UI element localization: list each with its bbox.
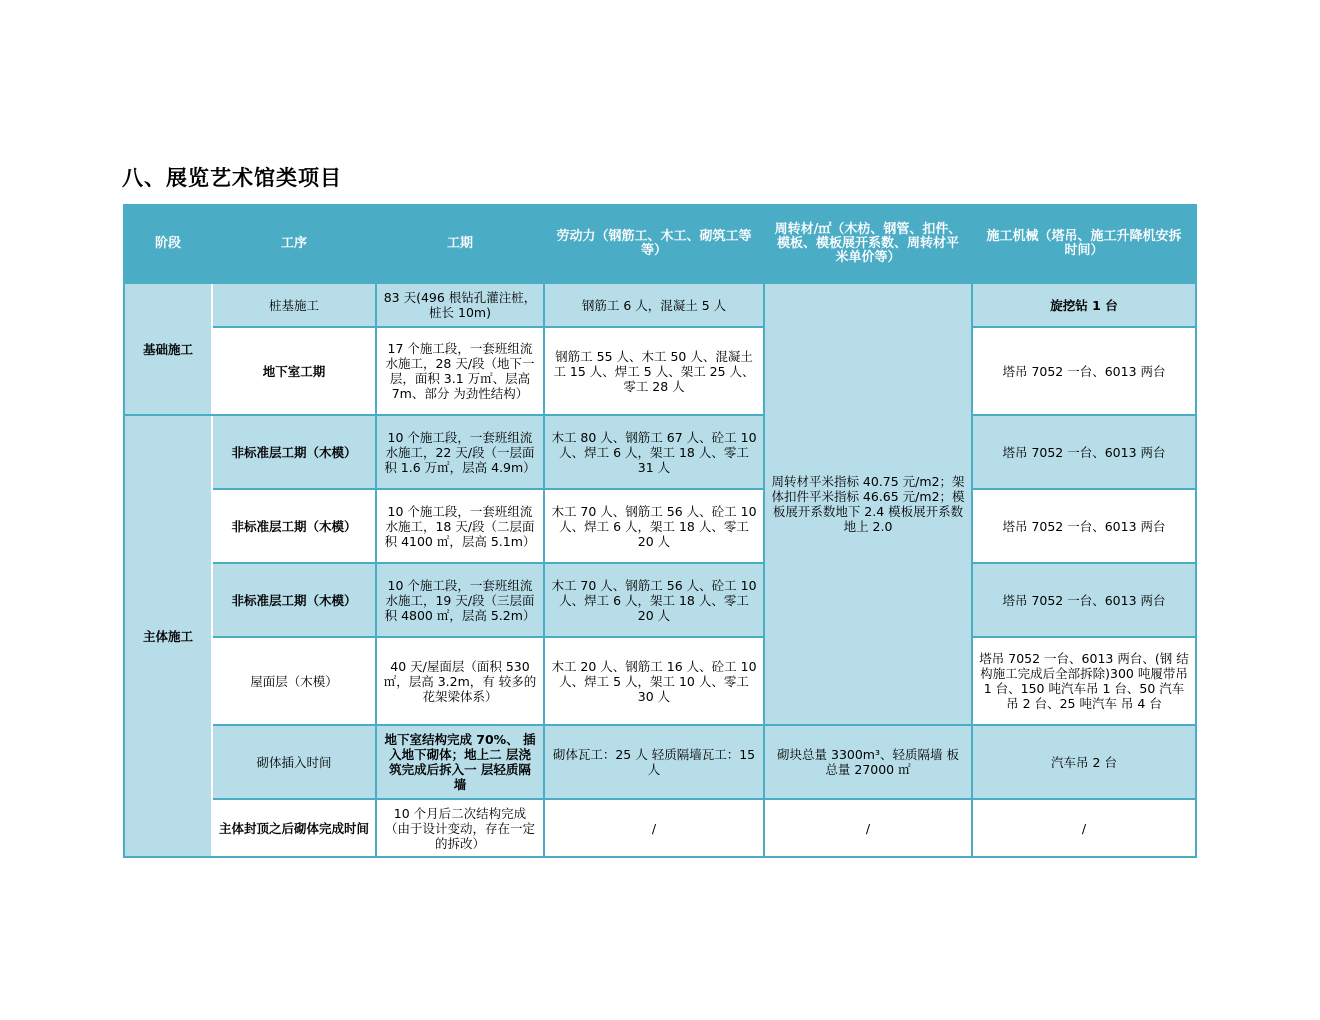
cell-duration: 10 个施工段，一套班组流水施工，19 天/段（三层面积 4800 ㎡，层高 5.2m） xyxy=(376,563,544,637)
cell-labor: 木工 70 人、钢筋工 56 人、砼工 10 人、焊工 6 人，架工 18 人、零工 20 人 xyxy=(544,563,764,637)
cell-duration: 10 个施工段，一套班组流水施工，22 天/段（一层面积 1.6 万㎡，层高 4.9m） xyxy=(376,415,544,489)
cell-duration: 40 天/屋面层（面积 530 ㎡，层高 3.2m，有 较多的花架梁体系） xyxy=(376,637,544,725)
cell-machinery: 塔吊 7052 一台、6013 两台 xyxy=(972,563,1196,637)
header-machinery: 施工机械（塔吊、施工升降机安拆时间） xyxy=(972,205,1196,283)
header-material: 周转材/㎡（木枋、钢管、扣件、模板、模板展开系数、周转材平米单价等） xyxy=(764,205,972,283)
cell-labor: / xyxy=(544,799,764,857)
table-row xyxy=(124,725,1196,799)
cell-duration: 地下室结构完成 70%、 插入地下砌体；地上二 层浇筑完成后拆入一 层轻质隔墙 xyxy=(376,725,544,799)
cell-material: / xyxy=(764,799,972,857)
cell-labor: 钢筋工 6 人，混凝土 5 人 xyxy=(544,283,764,327)
table-row xyxy=(124,563,1196,637)
cell-machinery: 塔吊 7052 一台、6013 两台 xyxy=(972,327,1196,415)
cell-duration: 83 天(496 根钻孔灌注桩，桩长 10m) xyxy=(376,283,544,327)
cell-material-merged: 周转材平米指标 40.75 元/m2；架体扣件平米指标 46.65 元/m2；模板展开系数地下 2.4 模板展开系数地上 2.0 xyxy=(764,283,972,725)
cell-machinery: 塔吊 7052 一台、6013 两台 xyxy=(972,415,1196,489)
cell-process: 桩基施工 xyxy=(212,283,376,327)
table-row xyxy=(124,799,1196,857)
table-row xyxy=(124,637,1196,725)
header-duration: 工期 xyxy=(376,205,544,283)
table-row xyxy=(124,489,1196,563)
table-row xyxy=(124,283,1196,327)
cell-process: 砌体插入时间 xyxy=(212,725,376,799)
table-row xyxy=(124,327,1196,415)
cell-labor: 木工 20 人、钢筋工 16 人、砼工 10 人、焊工 5 人，架工 10 人、零工 30 人 xyxy=(544,637,764,725)
cell-process: 非标准层工期（木模） xyxy=(212,563,376,637)
cell-material: 砌块总量 3300m³、轻质隔墙 板总量 27000 ㎡ xyxy=(764,725,972,799)
cell-machinery: 塔吊 7052 一台、6013 两台、(钢 结构施工完成后全部拆除)300 吨履带吊 1 台、150 吨汽车吊 1 台、50 汽车吊 2 台、25 吨汽车 吊 4 台 xyxy=(972,637,1196,725)
cell-process: 屋面层（木模） xyxy=(212,637,376,725)
cell-duration: 10 个月后二次结构完成（由于设计变动，存在一定的拆改） xyxy=(376,799,544,857)
schedule-table xyxy=(123,204,1197,858)
cell-labor: 钢筋工 55 人、木工 50 人、混凝土工 15 人、焊工 5 人、架工 25 人、零工 28 人 xyxy=(544,327,764,415)
stage-foundation: 基础施工 xyxy=(124,283,212,415)
header-process: 工序 xyxy=(212,205,376,283)
cell-duration: 10 个施工段，一套班组流水施工，18 天/段（二层面积 4100 ㎡，层高 5.1m） xyxy=(376,489,544,563)
cell-machinery: / xyxy=(972,799,1196,857)
page-title: 八、展览艺术馆类项目 xyxy=(122,166,342,190)
cell-labor: 木工 70 人、钢筋工 56 人、砼工 10 人、焊工 6 人，架工 18 人、零工 20 人 xyxy=(544,489,764,563)
stage-main: 主体施工 xyxy=(124,415,212,857)
cell-process: 非标准层工期（木模） xyxy=(212,489,376,563)
header-stage: 阶段 xyxy=(124,205,212,283)
cell-machinery: 汽车吊 2 台 xyxy=(972,725,1196,799)
cell-process: 主体封顶之后砌体完成时间 xyxy=(212,799,376,857)
cell-process: 地下室工期 xyxy=(212,327,376,415)
table-header-row xyxy=(124,205,1196,283)
header-labor: 劳动力（钢筋工、木工、砌筑工等等） xyxy=(544,205,764,283)
cell-labor: 木工 80 人、钢筋工 67 人、砼工 10 人、焊工 6 人，架工 18 人、零工 31 人 xyxy=(544,415,764,489)
cell-machinery: 塔吊 7052 一台、6013 两台 xyxy=(972,489,1196,563)
cell-machinery: 旋挖钻 1 台 xyxy=(972,283,1196,327)
cell-labor: 砌体瓦工：25 人 轻质隔墙瓦工：15 人 xyxy=(544,725,764,799)
table-row xyxy=(124,415,1196,489)
cell-process: 非标准层工期（木模） xyxy=(212,415,376,489)
cell-duration: 17 个施工段，一套班组流水施工，28 天/段（地下一层，面积 3.1 万㎡、层高 7m、部分 为劲性结构） xyxy=(376,327,544,415)
